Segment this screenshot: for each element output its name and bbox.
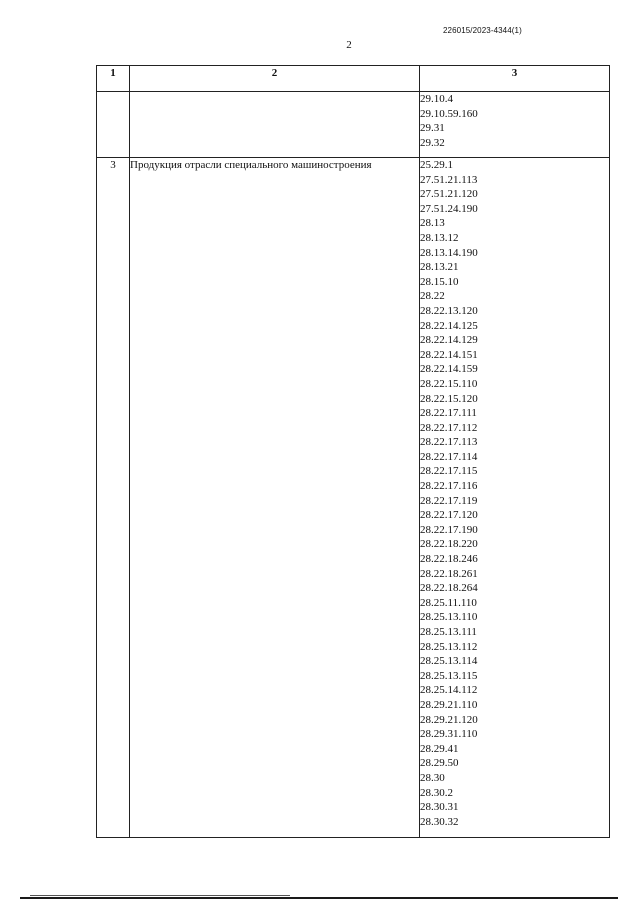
row-number xyxy=(97,92,130,158)
code-item: 28.13 xyxy=(420,217,445,230)
code-item: 28.22.15.110 xyxy=(420,377,478,390)
code-item: 28.22.17.114 xyxy=(420,450,478,463)
code-item: 28.25.11.110 xyxy=(420,596,477,609)
header-col-2: 2 xyxy=(130,66,420,92)
code-item: 28.25.13.115 xyxy=(420,669,478,682)
code-item: 28.22.14.125 xyxy=(420,319,478,332)
code-item: 28.25.13.114 xyxy=(420,655,478,668)
code-item: 29.32 xyxy=(420,136,445,149)
row-number: 3 xyxy=(97,158,130,838)
code-item: 28.29.21.110 xyxy=(420,698,478,711)
row-title xyxy=(130,92,420,158)
code-item: 28.22.18.264 xyxy=(420,582,478,595)
table-row xyxy=(97,92,610,158)
code-item: 27.51.24.190 xyxy=(420,202,478,215)
code-item: 29.10.59.160 xyxy=(420,107,478,120)
code-item: 28.22.17.112 xyxy=(420,421,478,434)
document-id: 226015/2023-4344(1) xyxy=(443,26,522,35)
code-item: 28.22.18.246 xyxy=(420,553,478,566)
code-item: 27.51.21.113 xyxy=(420,173,478,186)
code-item: 28.22.17.119 xyxy=(420,494,478,507)
code-item: 28.30.2 xyxy=(420,786,453,799)
code-item: 28.25.14.112 xyxy=(420,684,478,697)
code-item: 25.29.1 xyxy=(420,159,453,171)
code-item: 28.22.17.116 xyxy=(420,480,478,493)
row-codes xyxy=(420,92,610,158)
header-col-3: 3 xyxy=(420,66,610,92)
code-item: 28.29.41 xyxy=(420,742,459,755)
code-item: 28.15.10 xyxy=(420,275,459,288)
code-item: 28.30 xyxy=(420,771,445,784)
code-item: 28.30.31 xyxy=(420,801,459,814)
code-item: 28.22.18.261 xyxy=(420,567,478,580)
code-item: 28.22.17.111 xyxy=(420,407,477,420)
code-item: 28.22 xyxy=(420,290,445,303)
row-codes xyxy=(420,158,610,838)
header-col-1: 1 xyxy=(97,66,130,92)
footer-rule xyxy=(20,897,618,899)
code-item: 28.22.13.120 xyxy=(420,304,478,317)
code-item: 28.25.13.112 xyxy=(420,640,478,653)
code-item: 29.10.4 xyxy=(420,93,453,105)
code-item: 27.51.21.120 xyxy=(420,188,478,201)
codes-table xyxy=(96,65,610,838)
code-item: 28.22.14.151 xyxy=(420,348,478,361)
code-item: 28.13.12 xyxy=(420,231,459,244)
code-item: 28.29.31.110 xyxy=(420,728,478,741)
code-item: 28.13.21 xyxy=(420,261,459,274)
code-item: 28.22.17.113 xyxy=(420,436,478,449)
table-header-row xyxy=(97,66,610,92)
code-item: 28.22.15.120 xyxy=(420,392,478,405)
code-item: 28.22.18.220 xyxy=(420,538,478,551)
code-item: 28.25.13.111 xyxy=(420,626,477,638)
code-item: 28.22.14.159 xyxy=(420,363,478,376)
code-item: 28.13.14.190 xyxy=(420,246,478,259)
code-item: 28.22.17.120 xyxy=(420,509,478,522)
row-title: Продукция отрасли специального машиностроения xyxy=(130,158,420,838)
code-item: 28.30.32 xyxy=(420,815,459,828)
code-item: 28.22.17.115 xyxy=(420,465,478,478)
page-number: 2 xyxy=(346,39,352,51)
code-item: 28.25.13.110 xyxy=(420,611,478,624)
footer-rule-thin xyxy=(30,895,290,896)
code-item: 28.29.50 xyxy=(420,757,459,770)
code-item: 28.22.17.190 xyxy=(420,523,478,536)
table-row xyxy=(97,158,610,838)
code-item: 28.22.14.129 xyxy=(420,334,478,347)
code-item: 28.29.21.120 xyxy=(420,713,478,726)
code-item: 29.31 xyxy=(420,122,445,135)
